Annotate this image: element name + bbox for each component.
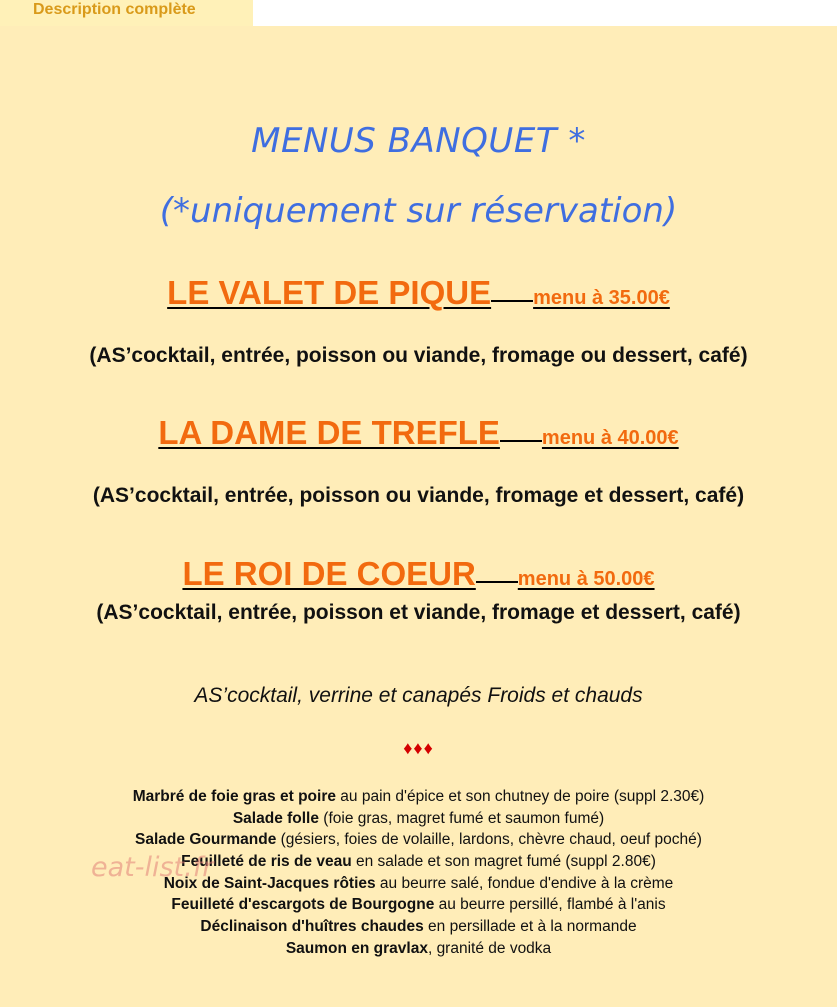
menu-price: menu à 40.00€ bbox=[541, 427, 679, 449]
dish-list bbox=[0, 786, 837, 960]
menu-name: LA DAME DE TREFLE bbox=[158, 414, 500, 451]
diamond-separator: ♦♦♦ bbox=[403, 738, 434, 758]
dish-detail: au beurre persillé, flambé à l'anis bbox=[434, 896, 666, 914]
underline-gap bbox=[476, 581, 518, 583]
dish-detail: au pain d'épice et son chutney de poire (suppl 2.30€) bbox=[335, 788, 705, 805]
menu-heading-roi bbox=[0, 555, 837, 593]
dish-detail: (gésiers, foies de volaille, lardons, chèvre chaud, oeuf poché) bbox=[276, 831, 702, 849]
menu-heading-dame bbox=[0, 414, 837, 452]
dish-detail: en salade et son magret fumé (suppl 2.80€) bbox=[351, 853, 656, 871]
menu-description: (AS’cocktail, entrée, poisson ou viande, fromage ou dessert, café) bbox=[89, 344, 748, 367]
watermark: eat-list.fr bbox=[91, 852, 214, 883]
dish-name: Feuilleté d'escargots de Bourgogne bbox=[171, 896, 435, 914]
list-item bbox=[0, 873, 837, 895]
menu-description: (AS’cocktail, entrée, poisson ou viande, fromage et dessert, café) bbox=[92, 484, 745, 507]
list-item bbox=[0, 829, 837, 851]
tab-bar bbox=[0, 0, 837, 26]
list-item bbox=[0, 938, 837, 960]
dish-name: Déclinaison d'huîtres chaudes bbox=[200, 918, 424, 936]
list-item bbox=[0, 808, 837, 830]
list-item bbox=[0, 916, 837, 938]
dish-name: Feuilleté de ris de veau bbox=[181, 853, 352, 871]
dish-name: Salade folle bbox=[232, 809, 319, 827]
page-title: MENUS BANQUET * bbox=[251, 121, 586, 161]
description-panel bbox=[0, 26, 837, 1007]
dish-detail: en persillade et à la normande bbox=[423, 918, 637, 936]
dish-detail: , granité de vodka bbox=[427, 939, 552, 957]
menu-name: LE ROI DE COEUR bbox=[182, 555, 476, 592]
menu-heading-valet bbox=[0, 274, 837, 312]
list-item bbox=[0, 786, 837, 808]
page-subtitle: (*uniquement sur réservation) bbox=[159, 191, 678, 231]
dish-name: Marbré de foie gras et poire bbox=[132, 788, 336, 805]
menu-price: menu à 50.00€ bbox=[517, 568, 655, 590]
dish-name: Salade Gourmande bbox=[135, 831, 277, 849]
list-item bbox=[0, 851, 837, 873]
menu-name: LE VALET DE PIQUE bbox=[167, 274, 492, 311]
menu-description: (AS’cocktail, entrée, poisson et viande, fromage et dessert, café) bbox=[96, 601, 741, 624]
menu-price: menu à 35.00€ bbox=[533, 287, 670, 309]
dish-detail: au beurre salé, fondue d'endive à la crème bbox=[375, 874, 674, 892]
underline-gap bbox=[491, 300, 533, 302]
dish-name: Saumon en gravlax bbox=[285, 939, 428, 957]
dish-name: Noix de Saint-Jacques rôties bbox=[163, 874, 376, 892]
list-item bbox=[0, 894, 837, 916]
dish-detail: (foie gras, magret fumé et saumon fumé) bbox=[319, 809, 605, 827]
cocktail-line: AS’cocktail, verrine et canapés Froids et chauds bbox=[194, 684, 643, 707]
underline-gap bbox=[500, 440, 542, 442]
tab-description-complete[interactable]: Description complète bbox=[0, 0, 253, 26]
